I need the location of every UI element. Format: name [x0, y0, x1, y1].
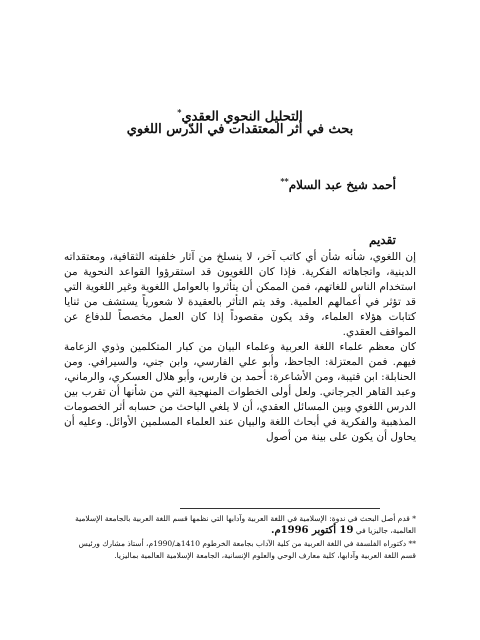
author-line [280, 176, 396, 192]
footnote-2-text: دكتوراه الفلسفة في اللغة العربية من كلية الآداب بجامعة الخرطوم 1410هـ/1990م، أستاذ مشارك ورئيس قسم اللغة العربية وآدابها، كلية معارف الوحي والعلوم الإنسانية، الجامعة الإسلامية العالمية بماليزيا. [78, 539, 416, 560]
body-paragraph-2: كان معظم علماء اللغة العربية وعلماء البيان من كبار المتكلمين وذوي الزعامة فيهم. فمن المعتزلة: الجاحظ، وأبو علي الفارسي، وابن جني، والسيرافي. ومن الحنابلة: ابن قتيبة، ومن الأشاعرة: أحمد بن فارس، وأبو هلال العسكري، والرماني، وعبد القاهر الجرجاني. ولعل أولى الخطوات المنهجية التي من شأنها أن تقرب بين الدرس اللغوي وبين المسائل العقدي، أن لا يلغي الباحث من حسابه أثر الخصومات المذهبية والفكرية في أبحاث اللغة والبيان عند العلماء المسلمين الأوائل. وعليه أن يحاول أن يكون على بينة من أصول [64, 341, 416, 443]
author-name: أحمد شيخ عبد السلام [288, 178, 396, 192]
title-footnote-mark: * [177, 107, 182, 117]
footnote-1 [64, 513, 416, 537]
paper-subtitle: بحث في أثر المعتقدات في الدّرس اللغوي [126, 122, 354, 137]
section-heading: تقديم [368, 233, 396, 247]
footnote-1-date: 19 أكتوبر 1996م. [270, 525, 354, 536]
footnote-1-text: قدم أصل البحث في ندوة: الإسلامية في اللغة العربية وآدابها التي نظمها قسم اللغة العربية بالجامعة الإسلامية العالمية، جاليزيا في [75, 514, 416, 535]
footnote-1-mark: * [412, 514, 416, 523]
body-paragraph-1: إن اللغوي، شأنه شأن أي كاتب آخر، لا ينسلخ من آثار خلفيته الثقافية، ومعتقداته الدينية، واتجاهاته الفكرية. فإذا كان اللغويون قد استقرؤوا القواعد النحوية من استخدام الناس للغاتهم، فمن الممكن أن يتأثروا بالعوامل اللغوية وغير اللغوية التي قد تؤثر في أعمالهم العلمية. وقد يتم التأثر بالعقيدة لا شعورياً يستشف من ثنايا كتابات هؤلاء العلماء، وقد يكون مقصوداً إذا كان العمل مخصصاً للدفاع عن المواقف العقدي. [64, 251, 416, 338]
footnote-2 [64, 538, 416, 562]
title-text: التحليل النحوي العقدي [181, 109, 303, 125]
footnote-divider [180, 508, 380, 509]
footnote-2-mark: ** [408, 539, 416, 548]
author-footnote-mark: ** [280, 176, 289, 186]
